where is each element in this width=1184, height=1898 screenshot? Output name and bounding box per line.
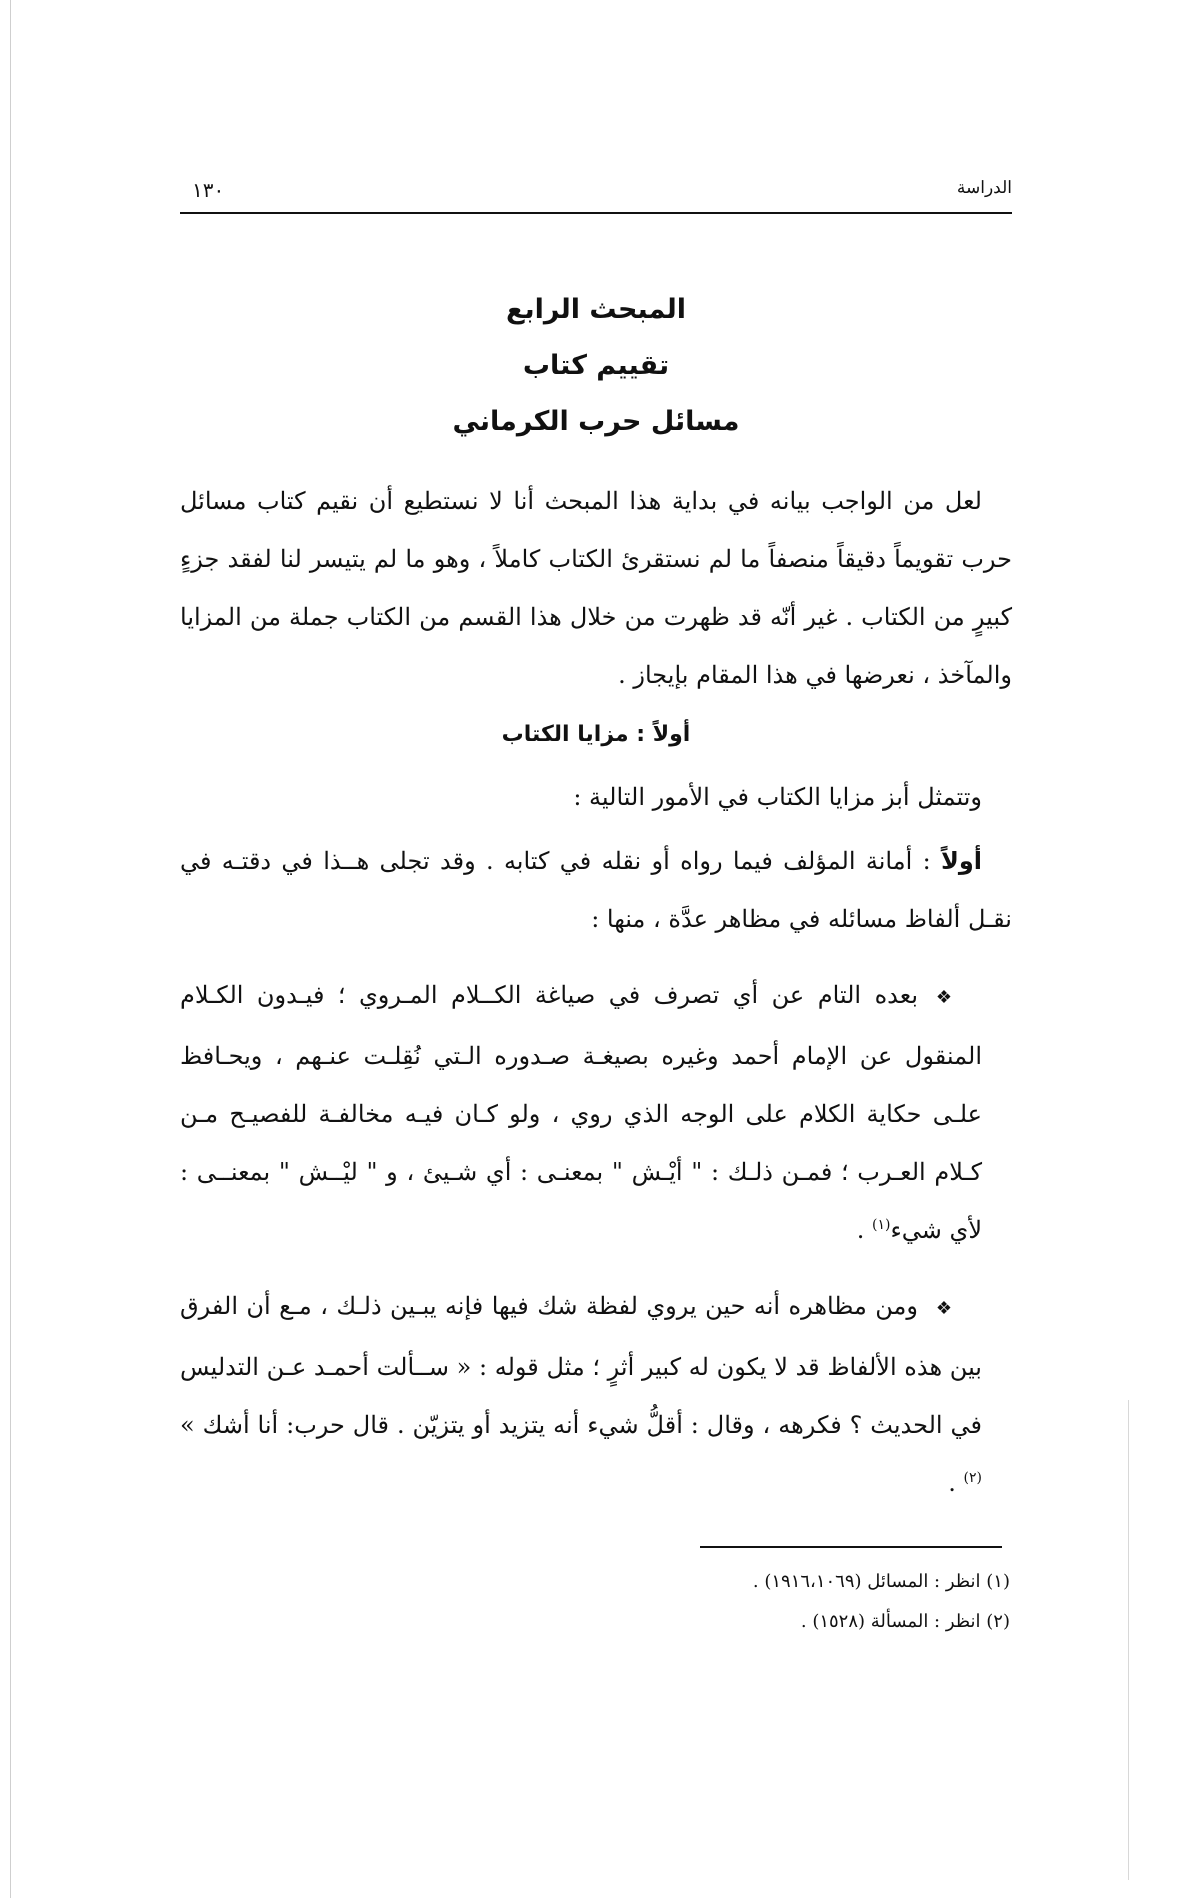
bullet-text: ومن مظاهره أنه حين يروي لفظة شك فيها فإنه يبـين ذلـك ، مـع أن الفرق بين هذه الألفاظ قد لا يكون له كبير أثرٍ ؛ مثل قوله : « ســألت أحمـد عـن التدليس في الحديث ؟ فكرهه ، وقال : أقلُّ شيء أنه يتزيد أو يتزيّن . قال حرب: أنا أشك »	[180, 1292, 983, 1439]
section-title: المبحث الرابع	[506, 294, 686, 325]
section-heading: أولاً : مزايا الكتاب	[501, 722, 691, 747]
section-subtitle: تقييم كتاب	[522, 350, 670, 381]
footnote-ref: (٢)	[963, 1470, 982, 1486]
bullet-item-2	[180, 1277, 1012, 1512]
point-label: أولاً	[940, 847, 982, 875]
point-first	[180, 832, 1012, 948]
page-header	[180, 176, 1012, 214]
scan-edge-line-right	[1128, 1400, 1129, 1880]
bullet-mark-icon: ❖	[935, 1298, 952, 1319]
bullet-text: بعده التام عن أي تصرف في صياغة الكــلام المـروي ؛ فيـدون الكـلام المنقول عن الإمام أحمد وغيره بصيغـة صـدوره الـتي نُقِلـت عنـهم ، ويحـافظ علـى حكاية الكلام على الوجه الذي روي ، ولو كـان فيـه مخالفـة للفصيـح مـن كـلام العـرب ؛ فمـن ذلـك : " أيْـش " بمعنـى : أي شـيئ ، و " ليْــش " بمعنــى : لأي شيء	[180, 981, 983, 1244]
bullet-end: .	[856, 1216, 873, 1244]
chapter-titles	[180, 282, 1012, 450]
bullet-item-1	[180, 966, 1012, 1259]
footnote-ref: (١)	[872, 1217, 891, 1233]
page-number: ١٣٠	[192, 178, 225, 202]
footnote-1: (١) انظر : المسائل (١٩١٦،١٠٦٩) .	[752, 1571, 1010, 1592]
body-text	[180, 472, 1012, 1512]
bullet-end: .	[948, 1469, 964, 1497]
book-title: مسائل حرب الكرماني	[452, 406, 740, 437]
lead-paragraph: وتتمثل أبز مزايا الكتاب في الأمور التالية :	[573, 783, 982, 811]
scan-edge-line	[10, 0, 11, 1898]
intro-paragraph: لعل من الواجب بيانه في بداية هذا المبحث أنا لا نستطيع أن نقيم كتاب مسائل حرب تقويماً دقيقاً منصفاً ما لم نستقرئ الكتاب كاملاً ، وهو ما لم يتيسر لنا لفقد جزءٍ كبيرٍ من الكتاب . غير أنّه قد ظهرت من خلال هذا القسم من الكتاب جملة من المزايا والمآخذ ، نعرضها في هذا المقام بإيجاز .	[180, 487, 1012, 689]
running-title: الدراسة	[956, 178, 1012, 198]
point-text: : أمانة المؤلف فيما رواه أو نقله في كتابه . وقد تجلى هــذا في دقتـه في نقـل ألفاظ مسائله في مظاهر عدَّة ، منها :	[180, 847, 1012, 933]
bullet-mark-icon: ❖	[935, 987, 952, 1008]
footnote-separator	[700, 1546, 1002, 1548]
footnotes	[180, 1562, 1012, 1642]
footnote-2: (٢) انظر : المسألة (١٥٢٨) .	[800, 1611, 1010, 1632]
